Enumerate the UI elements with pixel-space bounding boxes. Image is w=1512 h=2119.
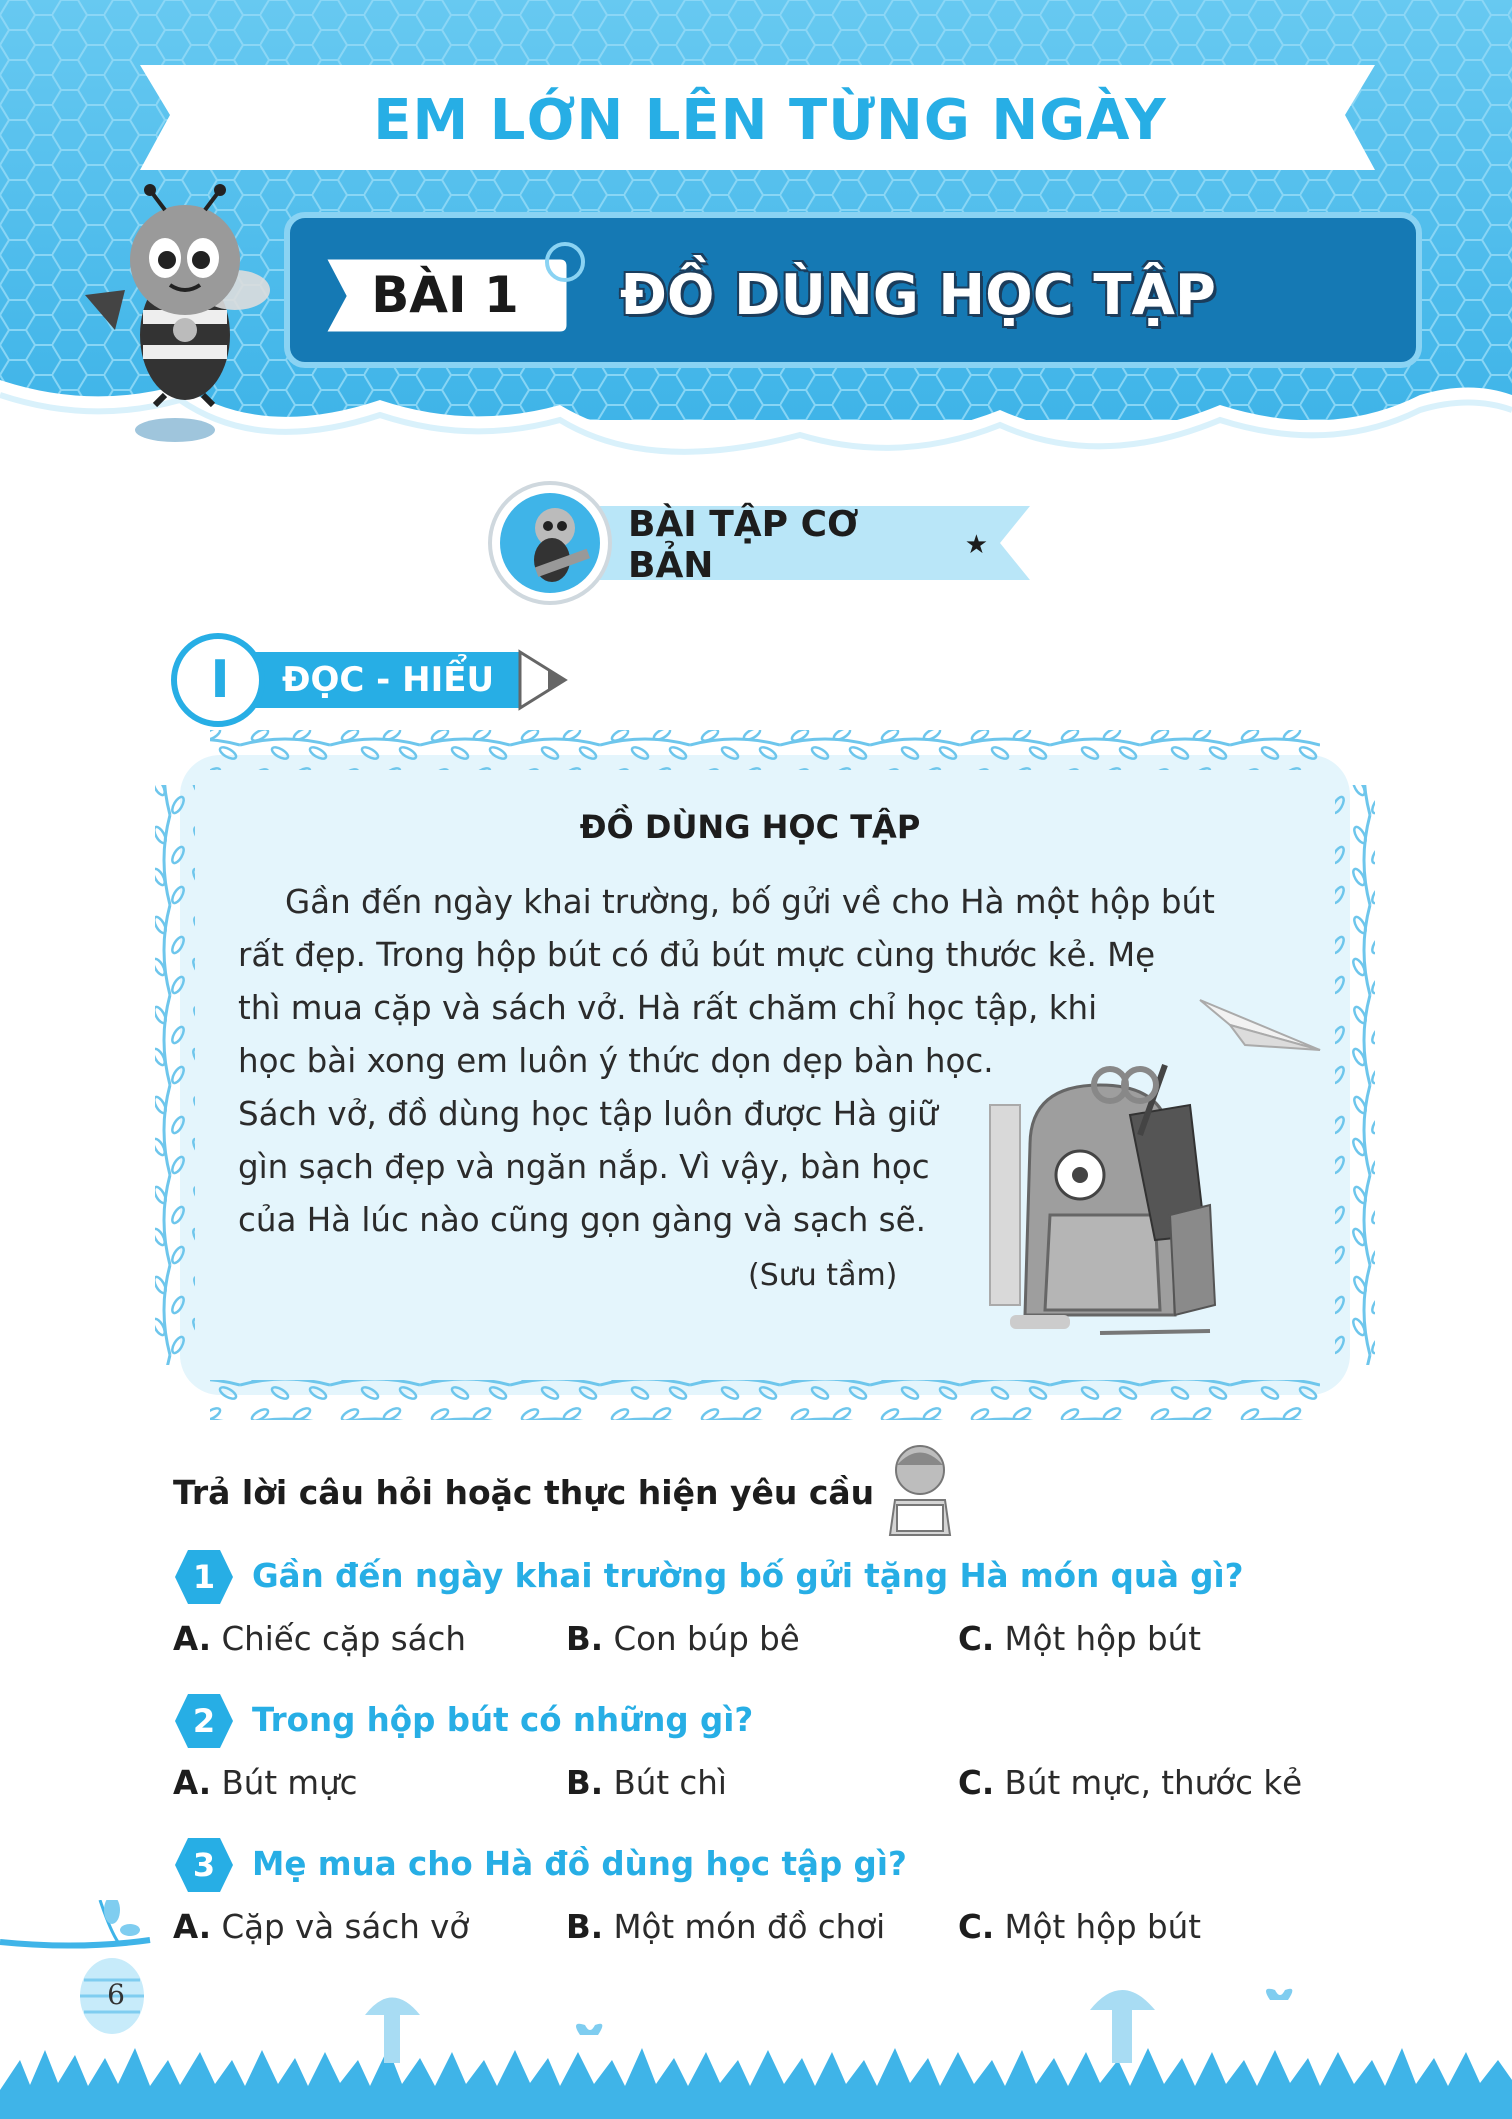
passage-source: (Sưu tầm) bbox=[748, 1258, 898, 1293]
part-numeral: I bbox=[210, 650, 230, 710]
passage-line: Sách vở, đồ dùng học tập luôn được Hà giữ bbox=[238, 1095, 938, 1133]
passage-line: gìn sạch đẹp và ngăn nắp. Vì vậy, bàn học bbox=[238, 1148, 930, 1186]
passage-line: của Hà lúc nào cũng gọn gàng và sạch sẽ. bbox=[238, 1201, 926, 1239]
mushroom-icon bbox=[365, 1998, 420, 2064]
lesson-title: ĐỒ DÙNG HỌC TẬP bbox=[620, 262, 1216, 328]
page-header bbox=[0, 0, 1512, 470]
question-text: Mẹ mua cho Hà đồ dùng học tập gì? bbox=[252, 1845, 907, 1883]
butterfly-icon bbox=[576, 2024, 602, 2035]
question-number: 2 bbox=[192, 1702, 216, 1740]
passage-line: Gần đến ngày khai trường, bố gửi về cho Hà một hộp bút bbox=[285, 883, 1215, 921]
mushroom-icon bbox=[1090, 1990, 1155, 2063]
answer-option[interactable]: C. Một hộp bút bbox=[958, 1620, 1201, 1658]
answer-option[interactable]: A. Bút mực bbox=[173, 1764, 358, 1802]
instruction-text: Trả lời câu hỏi hoặc thực hiện yêu cầu bbox=[173, 1473, 875, 1512]
passage-line: rất đẹp. Trong hộp bút có đủ bút mực cùng thước kẻ. Mẹ bbox=[238, 936, 1156, 974]
unit-title: EM LỚN LÊN TỪNG NGÀY bbox=[373, 87, 1167, 153]
answer-option[interactable]: B. Bút chì bbox=[566, 1764, 727, 1802]
section-badge-text: BÀI TẬP CƠ BẢN bbox=[628, 504, 859, 586]
answer-option[interactable]: A. Chiếc cặp sách bbox=[173, 1620, 467, 1658]
passage-line: học bài xong em luôn ý thức dọn dẹp bàn học. bbox=[238, 1042, 994, 1080]
answer-option[interactable]: B. Một món đồ chơi bbox=[566, 1908, 886, 1946]
header-background bbox=[0, 0, 1512, 470]
passage-title: ĐỒ DÙNG HỌC TẬP bbox=[579, 808, 921, 846]
part-title: ĐỌC - HIỂU bbox=[282, 660, 495, 700]
footer-decoration bbox=[0, 1900, 1512, 2119]
answer-option[interactable]: C. Bút mực, thước kẻ bbox=[958, 1764, 1303, 1802]
answer-option[interactable]: C. Một hộp bút bbox=[958, 1908, 1201, 1946]
question-number: 3 bbox=[192, 1846, 216, 1884]
star-icon: ★ bbox=[964, 530, 988, 560]
section-badge-label bbox=[628, 504, 988, 586]
reading-child-icon bbox=[885, 1440, 955, 1540]
question-number: 1 bbox=[192, 1558, 216, 1596]
passage-line: thì mua cặp và sách vở. Hà rất chăm chỉ học tập, khi bbox=[238, 989, 1098, 1027]
answer-option[interactable]: A. Cặp và sách vở bbox=[173, 1908, 470, 1946]
question-text: Trong hộp bút có những gì? bbox=[252, 1701, 754, 1739]
lesson-label: BÀI 1 bbox=[371, 266, 519, 324]
page-number: 6 bbox=[107, 1978, 125, 2011]
question-text: Gần đến ngày khai trường bố gửi tặng Hà món quà gì? bbox=[252, 1557, 1244, 1595]
answer-option[interactable]: B. Con búp bê bbox=[566, 1620, 800, 1658]
butterfly-icon bbox=[1266, 1989, 1292, 2000]
